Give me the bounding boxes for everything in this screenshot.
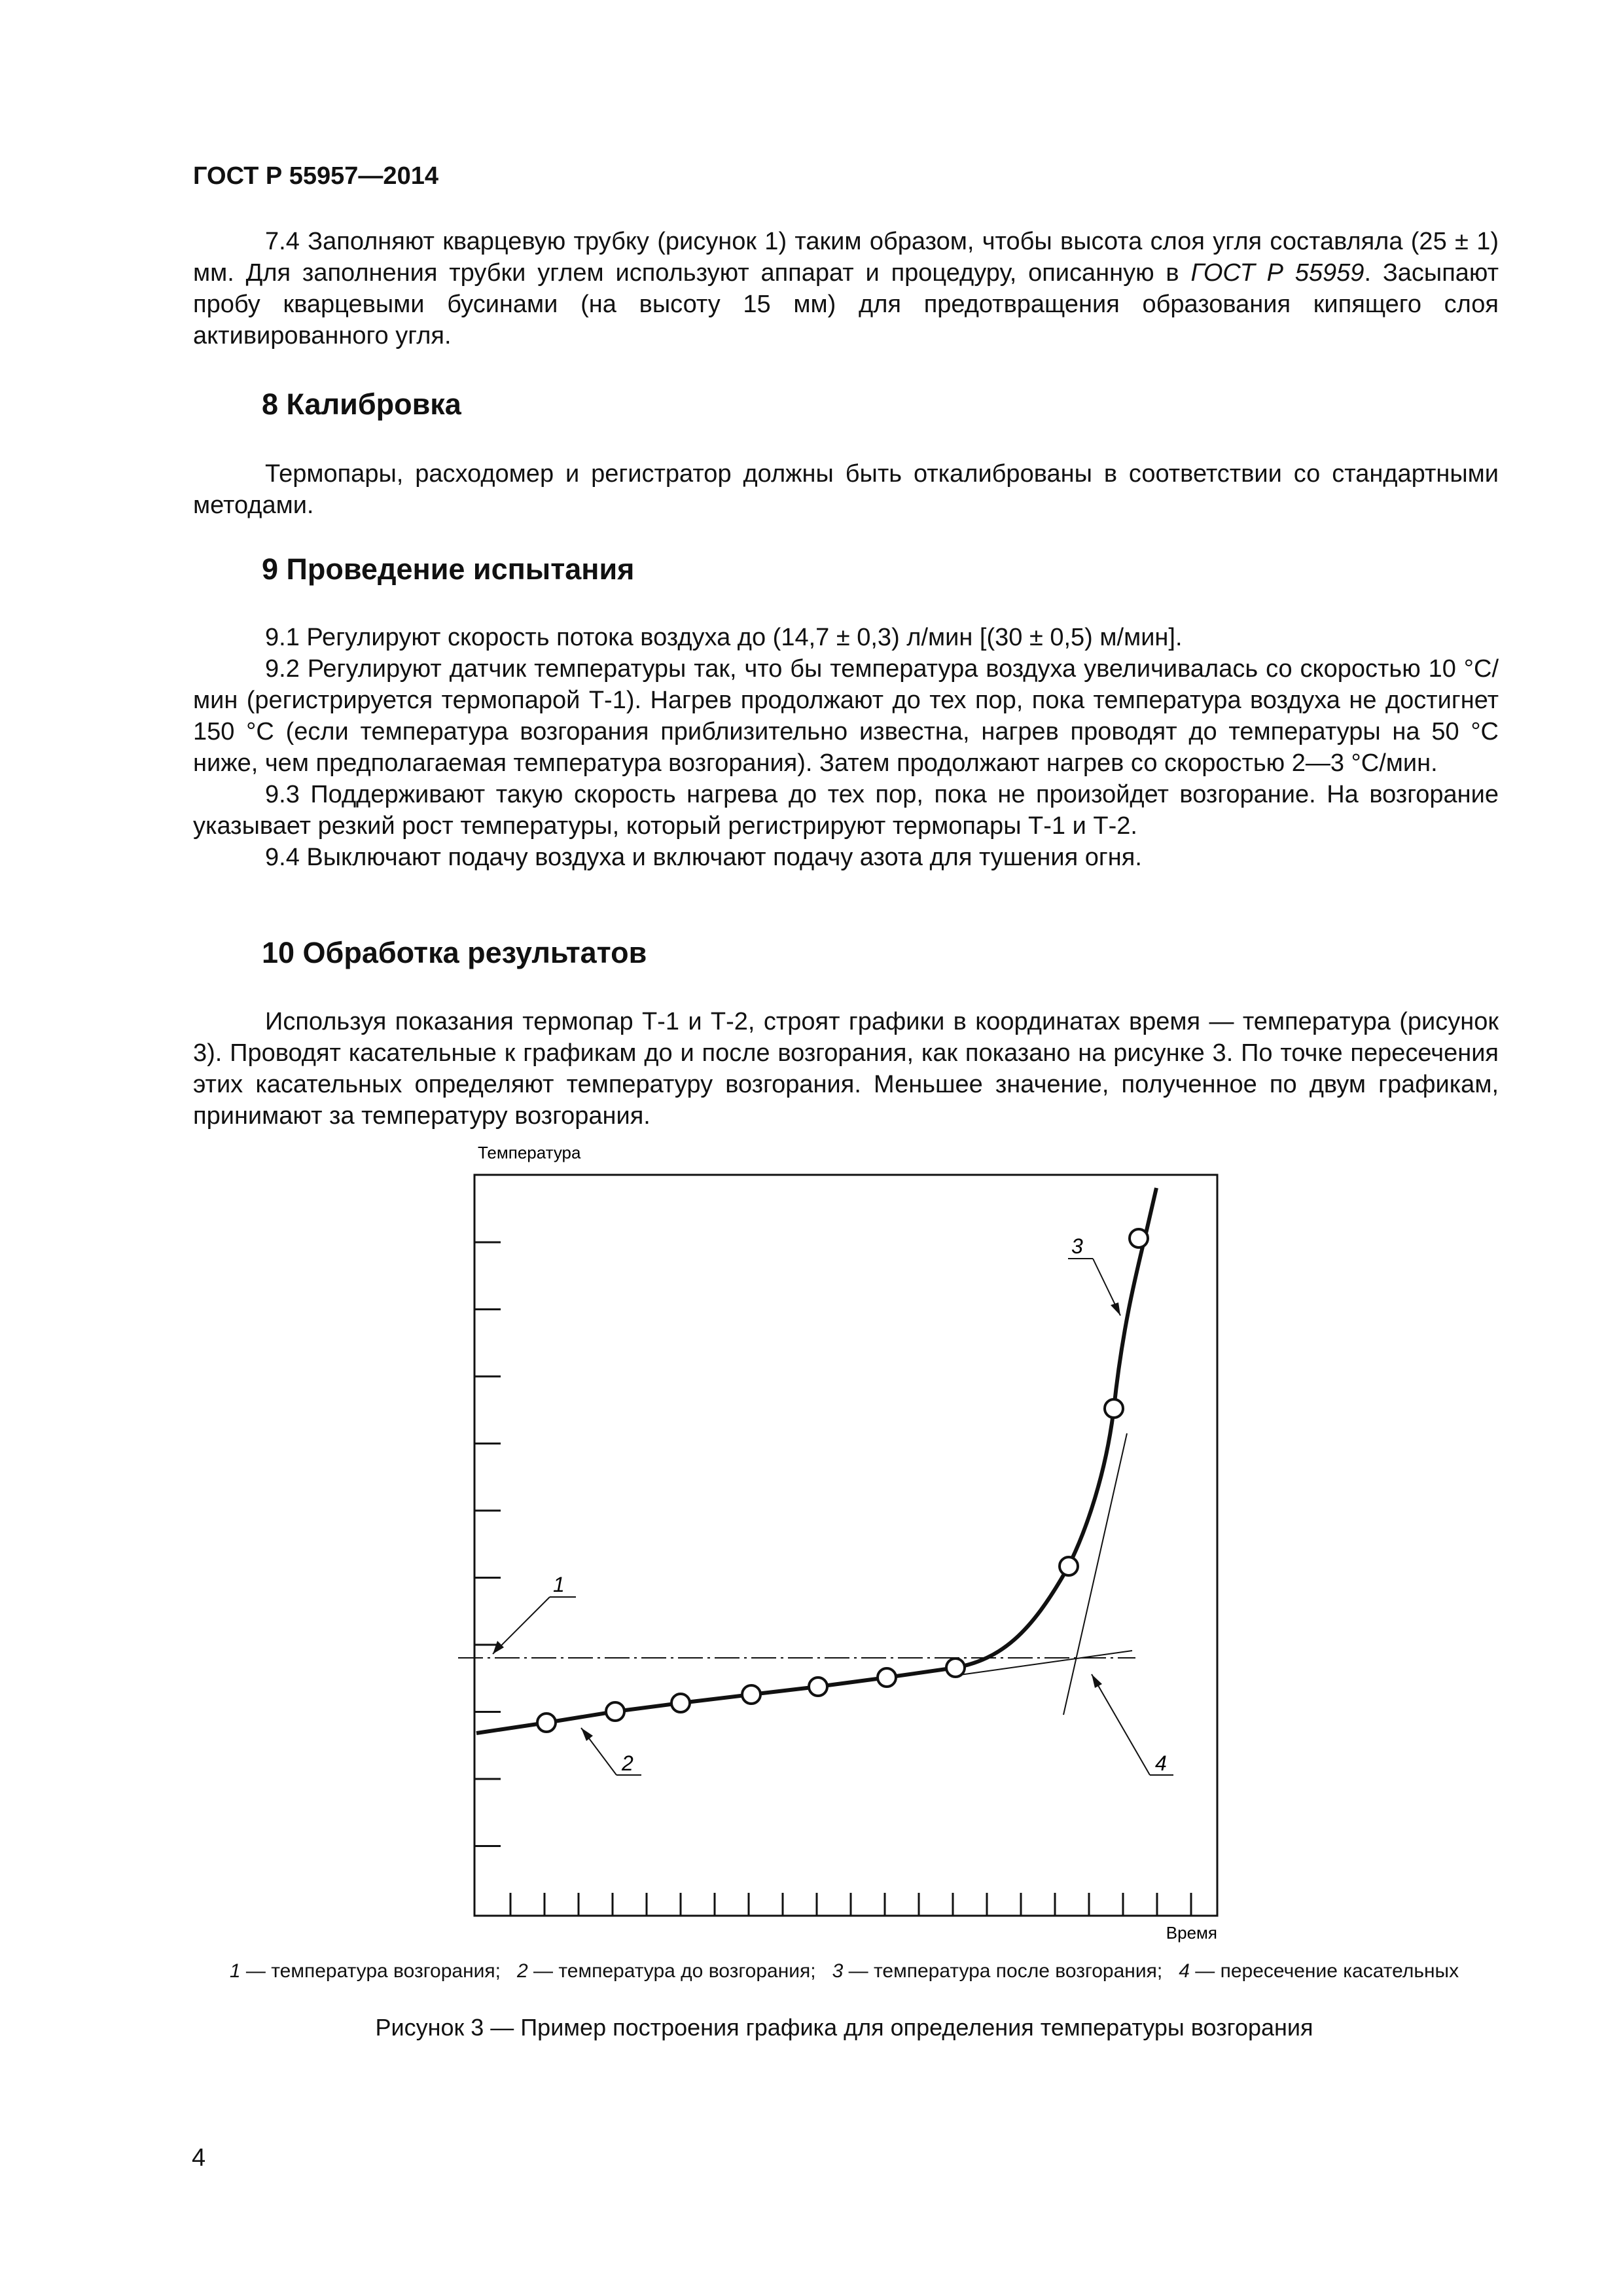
marker-point bbox=[946, 1659, 965, 1677]
callout-3 bbox=[1068, 1234, 1120, 1316]
paragraph-10: Используя показания термопар Т-1 и Т-2, строят графики в координатах время — температура (рисунок 3). Проводят касательные к графикам до и после возгорания, как показано на рисунке 3. По точке пересечения этих касательных определяют температуру возгорания. Меньшее значение, полученное по двум графикам, принимают за температуру возгорания. bbox=[193, 1008, 1499, 1130]
callout-1 bbox=[493, 1573, 576, 1654]
x-axis-label: Время bbox=[1166, 1923, 1217, 1943]
gost-reference: ГОСТ Р 55959 bbox=[1190, 259, 1364, 287]
section-10-title: 10 Обработка результатов bbox=[262, 936, 647, 969]
marker-point bbox=[809, 1677, 827, 1696]
data-markers bbox=[537, 1229, 1148, 1732]
temperature-curve bbox=[476, 1188, 1156, 1733]
svg-text:1: 1 bbox=[553, 1573, 565, 1596]
marker-point bbox=[742, 1685, 760, 1704]
document-id: ГОСТ Р 55957—2014 bbox=[193, 162, 438, 190]
marker-point bbox=[1130, 1229, 1148, 1247]
callout-4 bbox=[1092, 1674, 1173, 1775]
marker-point bbox=[878, 1668, 896, 1687]
marker-point bbox=[537, 1713, 556, 1732]
callout-2 bbox=[581, 1728, 641, 1775]
paragraph-9-4: 9.4 Выключают подачу воздуха и включают подачу азота для тушения огня. bbox=[265, 844, 1142, 871]
paragraph-9-2: 9.2 Регулируют датчик температуры так, что бы температура воздуха увеличивалась со скоростью 10 °С/мин (регистрируется термопарой Т-1). Нагрев продолжают до тех пор, пока температура воздуха не достигнет 150 °С (если температура возгорания приблизительно известна, нагрев проводят до температуры на 50 °С ниже, чем предполагаемая температура возгорания). Затем продолжают нагрев со скоростью 2—3 °С/мин. bbox=[193, 655, 1499, 777]
section-8-title: 8 Калибровка bbox=[262, 387, 461, 421]
section-9-title: 9 Проведение испытания bbox=[262, 552, 635, 586]
paragraph-9-1: 9.1 Регулируют скорость потока воздуха до (14,7 ± 0,3) л/мин [(30 ± 0,5) м/мин]. bbox=[265, 624, 1183, 651]
paragraph-9-3: 9.3 Поддерживают такую скорость нагрева до тех пор, пока не произойдет возгорание. На возгорание указывает резкий рост температуры, который регистрируют термопары Т-1 и Т-2. bbox=[193, 781, 1499, 840]
marker-point bbox=[606, 1702, 624, 1721]
svg-text:2: 2 bbox=[622, 1751, 633, 1775]
paragraph-7-4: 7.4 Заполняют кварцевую трубку (рисунок 1) таким образом, чтобы высота слоя угля составляла (25 ± 1) мм. Для заполнения трубки углем используют аппарат и процедуру, описанную в ГОСТ Р 55959. Засыпают пробу кварцевыми бусинами (на высоту 15 мм) для предотвращения образования кипящего слоя активированного угля. bbox=[193, 228, 1499, 350]
figure-caption: Рисунок 3 — Пример построения графика для определения температуры возгорания bbox=[375, 2014, 1313, 2041]
svg-text:4: 4 bbox=[1155, 1751, 1167, 1775]
y-axis-label: Температура bbox=[478, 1143, 581, 1162]
page-number: 4 bbox=[192, 2144, 206, 2172]
x-axis-ticks bbox=[510, 1893, 1191, 1916]
marker-point bbox=[1060, 1557, 1078, 1575]
y-axis-ticks bbox=[474, 1242, 501, 1846]
marker-point bbox=[1105, 1399, 1123, 1418]
marker-point bbox=[671, 1694, 690, 1712]
tangent-before-ignition bbox=[955, 1651, 1132, 1676]
svg-text:3: 3 bbox=[1071, 1234, 1083, 1258]
paragraph-8: Термопары, расходомер и регистратор должны быть откалиброваны в соответствии со стандартными методами. bbox=[193, 460, 1499, 519]
figure-legend: 1 — температура возгорания; 2 — температура до возгорания; 3 — температура после возгорания; 4 — пересечение касательных bbox=[229, 1960, 1459, 1982]
